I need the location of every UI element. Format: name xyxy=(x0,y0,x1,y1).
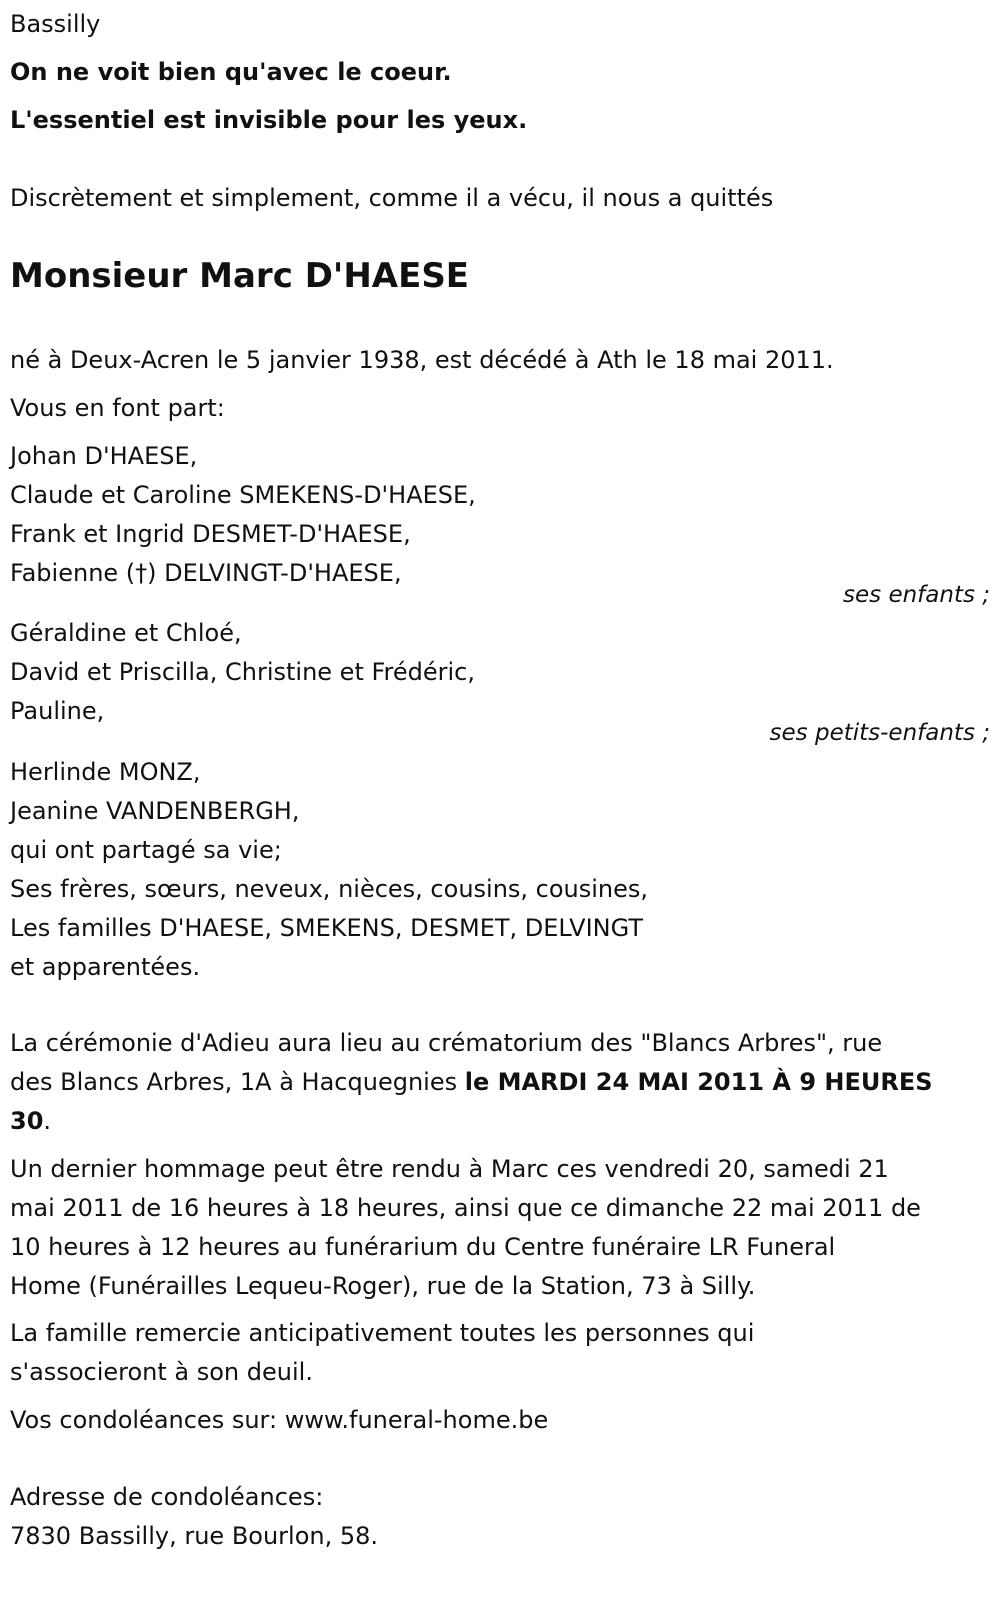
list-item: Claude et Caroline SMEKENS-D'HAESE, xyxy=(10,481,476,509)
grandchildren-label: ses petits-enfants ; xyxy=(769,720,990,746)
condolences-online-text: Vos condoléances sur: www.funeral-home.be xyxy=(10,1406,549,1434)
list-item: Les familles D'HAESE, SMEKENS, DESMET, DELVINGT xyxy=(10,914,643,942)
address-label: Adresse de condoléances: xyxy=(10,1483,324,1511)
ceremony-time: 30 xyxy=(10,1107,44,1135)
ceremony-line-2 xyxy=(10,1066,933,1098)
quote-line-2: L'essentiel est invisible pour les yeux. xyxy=(10,106,528,134)
list-item: et apparentées. xyxy=(10,953,201,981)
ceremony-line-1: La cérémonie d'Adieu aura lieu au crématorium des "Blancs Arbres", rue xyxy=(10,1029,883,1057)
list-item: Géraldine et Chloé, xyxy=(10,619,242,647)
list-item: qui ont partagé sa vie; xyxy=(10,836,282,864)
list-item: Jeanine VANDENBERGH, xyxy=(10,797,300,825)
list-item: Pauline, xyxy=(10,697,105,725)
list-item: Fabienne (†) DELVINGT-D'HAESE, xyxy=(10,559,402,587)
list-item: Herlinde MONZ, xyxy=(10,758,201,786)
ceremony-location: des Blancs Arbres, 1A à Hacquegnies xyxy=(10,1068,465,1096)
list-item: David et Priscilla, Christine et Frédéric, xyxy=(10,658,475,686)
quote-line-1: On ne voit bien qu'avec le coeur. xyxy=(10,58,452,86)
thanks-line: La famille remercie anticipativement toutes les personnes qui xyxy=(10,1319,755,1347)
birth-death-text: né à Deux-Acren le 5 janvier 1938, est décédé à Ath le 18 mai 2011. xyxy=(10,346,834,374)
address-value: 7830 Bassilly, rue Bourlon, 58. xyxy=(10,1522,379,1550)
hommage-line: mai 2011 de 16 heures à 18 heures, ainsi que ce dimanche 22 mai 2011 de xyxy=(10,1194,921,1222)
place-name: Bassilly xyxy=(10,10,101,38)
deceased-name: Monsieur Marc D'HAESE xyxy=(10,256,470,296)
ceremony-line-3 xyxy=(10,1105,51,1137)
list-item: Frank et Ingrid DESMET-D'HAESE, xyxy=(10,520,411,548)
list-item: Ses frères, sœurs, neveux, nièces, cousins, cousines, xyxy=(10,875,649,903)
intro-text: Discrètement et simplement, comme il a vécu, il nous a quittés xyxy=(10,184,774,212)
hommage-line: Un dernier hommage peut être rendu à Marc ces vendredi 20, samedi 21 xyxy=(10,1155,889,1183)
thanks-line: s'associeront à son deuil. xyxy=(10,1358,313,1386)
list-item: Johan D'HAESE, xyxy=(10,442,198,470)
hommage-line: Home (Funérailles Lequeu-Roger), rue de la Station, 73 à Silly. xyxy=(10,1272,756,1300)
hommage-line: 10 heures à 12 heures au funérarium du Centre funéraire LR Funeral xyxy=(10,1233,836,1261)
ceremony-end: . xyxy=(43,1107,52,1135)
children-label: ses enfants ; xyxy=(843,582,990,608)
ceremony-date: le MARDI 24 MAI 2011 À 9 HEURES xyxy=(464,1068,933,1096)
announce-text: Vous en font part: xyxy=(10,394,225,422)
